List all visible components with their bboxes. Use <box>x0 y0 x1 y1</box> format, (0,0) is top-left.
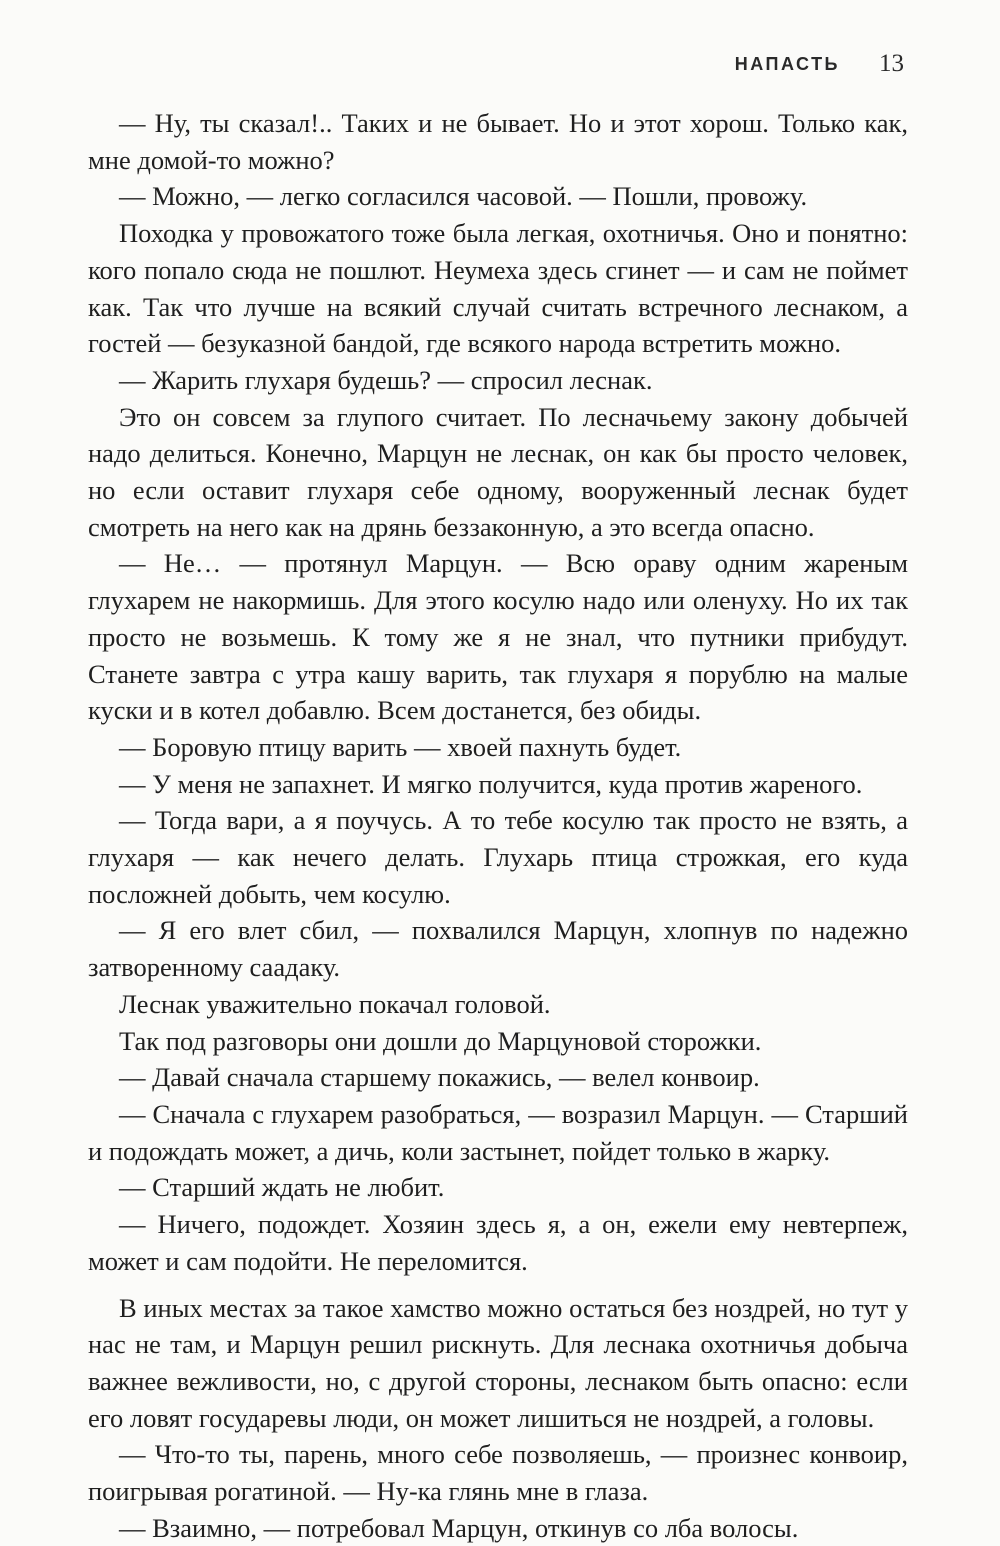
paragraph: Леснак уважительно покачал головой. <box>119 988 551 1019</box>
paragraph: Походка у провожатого тоже была легкая, охотничья. Оно и понятно: кого попало сюда не пошлют. Неумеха здесь сгинет — и сам не поймет как. Так что лучше на всякий случай считать встречного леснаком, а гостей — безуказной бандой, где всякого народа встретить можно. <box>88 218 908 359</box>
paragraph: — Жарить глухаря будешь? — спросил леснак. <box>119 364 653 395</box>
paragraph: — Я его влет сбил, — похвалился Марцун, хлопнув по надежно затворенному саадаку. <box>88 915 908 983</box>
paragraph: — Что-то ты, парень, много себе позволяешь, — произнес конвоир, поигрывая рогатиной. — Ну-ка глянь мне в глаза. <box>88 1439 908 1507</box>
body-text <box>88 105 908 1546</box>
paragraph: — Тогда вари, а я поучусь. А то тебе косулю так просто не взять, а глухаря — как нечего делать. Глухарь птица строжкая, его куда посложней добыть, чем косулю. <box>88 805 908 909</box>
paragraph: Так под разговоры они дошли до Марцуновой сторожки. <box>119 1025 762 1056</box>
page-number: 13 <box>879 50 904 77</box>
paragraph: — Ничего, подождет. Хозяин здесь я, а он, ежели ему невтерпеж, может и сам подойти. Не переломится. <box>88 1209 908 1276</box>
paragraph: — Сначала с глухарем разобраться, — возразил Марцун. — Старший и подождать может, а дичь, коли застынет, пойдет только в жарку. <box>88 1098 908 1166</box>
paragraph: — Старший ждать не любит. <box>119 1172 445 1203</box>
paragraph: Это он совсем за глупого считает. По лесначьему закону добычей надо делиться. Конечно, Марцун не леснак, он как бы просто человек, но если оставит глухаря себе одному, вооруженный леснак будет смотреть на него как на дрянь беззаконную, а это всегда опасно. <box>88 401 908 542</box>
paragraph: — Не… — протянул Марцун. — Всю ораву одним жареным глухарем не накормишь. Для этого косулю надо или оленуху. Но их так просто не возьмешь. К тому же я не знал, что путники прибудут. Станете завтра с утра кашу варить, так глухаря я порублю на малые куски и в котел добавлю. Всем достанется, без обиды. <box>88 548 908 726</box>
paragraph: — У меня не запахнет. И мягко получится, куда против жареного. <box>119 768 863 799</box>
paragraph: — Взаимно, — потребовал Марцун, откинув со лба волосы. <box>119 1512 799 1543</box>
paragraph: — Давай сначала старшему покажись, — велел конвоир. <box>119 1062 760 1093</box>
chapter-title: НАПАСТЬ <box>734 54 840 74</box>
paragraph: — Можно, — легко согласился часовой. — Пошли, провожу. <box>119 181 808 212</box>
paragraph: — Ну, ты сказал!.. Таких и не бывает. Но и этот хорош. Только как, мне домой-то можно? <box>88 108 908 175</box>
paragraph: В иных местах за такое хамство можно остаться без ноздрей, но тут у нас не там, и Марцун решил рискнуть. Для леснака охотничья добыча важнее вежливости, но, с другой стороны, леснаком быть опасно: если его ловят государевы люди, он может лишиться не ноздрей, а головы. <box>88 1292 908 1433</box>
paragraph: — Боровую птицу варить — хвоей пахнуть будет. <box>119 731 682 762</box>
running-header <box>0 50 1000 80</box>
